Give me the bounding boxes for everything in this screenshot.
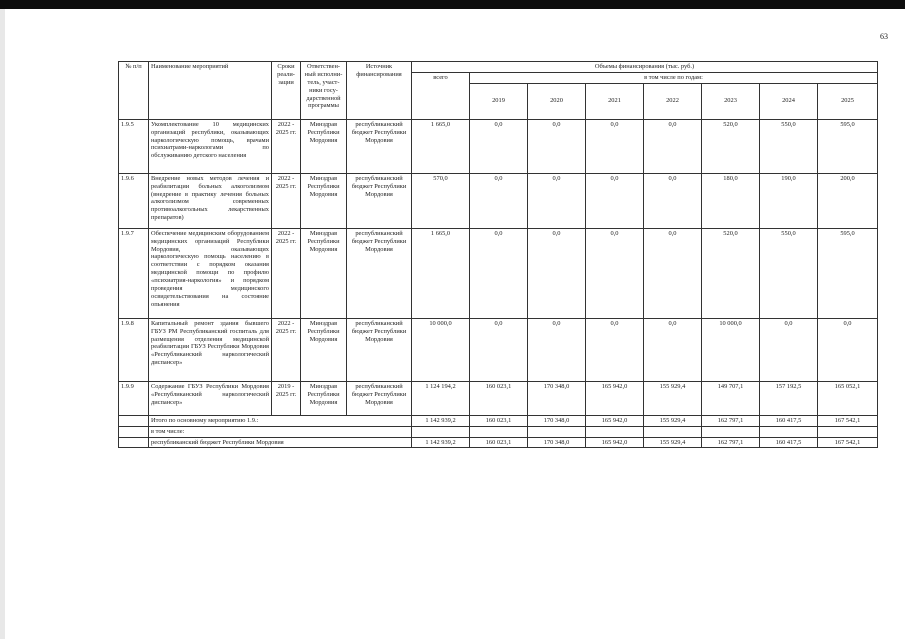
row-executor: Минздрав Республики Мордовия (301, 228, 347, 318)
row-year-value: 0,0 (470, 228, 528, 318)
budget-year-value: 162 797,1 (702, 437, 760, 448)
row-year-value: 0,0 (528, 228, 586, 318)
totals-total: 1 142 939,2 (412, 415, 470, 426)
budget-year-value: 170 348,0 (528, 437, 586, 448)
row-year-value: 149 707,1 (702, 381, 760, 415)
row-source: республиканский бюджет Республики Мордовия (347, 173, 412, 228)
page-number: 63 (880, 32, 888, 41)
row-year-value: 157 192,5 (760, 381, 818, 415)
header-year: 2023 (702, 83, 760, 119)
row-executor: Минздрав Республики Мордовия (301, 381, 347, 415)
row-source: республиканский бюджет Республики Мордовия (347, 119, 412, 173)
row-year-value: 550,0 (760, 119, 818, 173)
row-year-value: 0,0 (644, 119, 702, 173)
row-year-value: 0,0 (586, 119, 644, 173)
table-row (119, 119, 878, 173)
row-year-value: 180,0 (702, 173, 760, 228)
header-year: 2025 (818, 83, 878, 119)
row-year-value: 190,0 (760, 173, 818, 228)
totals-label: Итого по основному мероприятию 1.9.: (149, 415, 412, 426)
including-label: в том числе: (149, 426, 412, 437)
row-total: 570,0 (412, 173, 470, 228)
header-year: 2024 (760, 83, 818, 119)
header-row-1 (119, 62, 878, 73)
budget-year-value: 160 417,5 (760, 437, 818, 448)
row-terms: 2022 - 2025 гг. (272, 119, 301, 173)
budget-year-value: 160 023,1 (470, 437, 528, 448)
totals-year-value: 165 942,0 (586, 415, 644, 426)
row-year-value: 0,0 (528, 318, 586, 381)
row-year-value: 595,0 (818, 119, 878, 173)
row-terms: 2019 - 2025 гг. (272, 381, 301, 415)
row-total: 1 665,0 (412, 119, 470, 173)
row-year-value: 0,0 (818, 318, 878, 381)
row-year-value: 595,0 (818, 228, 878, 318)
scan-top-border (0, 0, 905, 9)
row-terms: 2022 - 2025 гг. (272, 173, 301, 228)
row-total: 10 000,0 (412, 318, 470, 381)
row-name: Укомплектование 10 медицинских организаций республики, оказывающих наркологическую помощь, врачами психиатрами-наркологами по обслуживанию детского населения (149, 119, 272, 173)
row-year-value: 0,0 (470, 318, 528, 381)
row-num: 1.9.8 (119, 318, 149, 381)
row-num: 1.9.5 (119, 119, 149, 173)
row-name: Внедрение новых методов лечения и реабилитации больных алкоголизмом (внедрение в практику лечения больных алкоголизмом современных противоалкогольных лекарственных препаратов) (149, 173, 272, 228)
header-terms: Сроки реали-зации (272, 62, 301, 120)
row-name: Капитальный ремонт здания бывшего ГБУЗ РМ Республиканский госпиталь для размещения отделения медицинской реабилитации ГБУЗ Республики Мордовия «Республиканский наркологический диспансер» (149, 318, 272, 381)
row-name: Содержание ГБУЗ Республики Мордовия «Республиканский наркологический диспансер» (149, 381, 272, 415)
table-row (119, 381, 878, 415)
row-num: 1.9.9 (119, 381, 149, 415)
totals-row (119, 415, 878, 426)
row-year-value: 170 348,0 (528, 381, 586, 415)
row-total: 1 124 194,2 (412, 381, 470, 415)
totals-year-value: 160 417,5 (760, 415, 818, 426)
header-num: № п/п (119, 62, 149, 120)
budget-label: республиканский бюджет Республики Мордовия (149, 437, 412, 448)
header-volumes: Объемы финансирования (тыс. руб.) (412, 62, 878, 73)
totals-year-value: 170 348,0 (528, 415, 586, 426)
header-total: всего (412, 72, 470, 119)
row-total: 1 665,0 (412, 228, 470, 318)
table-row (119, 228, 878, 318)
row-num: 1.9.6 (119, 173, 149, 228)
budget-year-value: 167 542,1 (818, 437, 878, 448)
row-year-value: 165 942,0 (586, 381, 644, 415)
row-executor: Минздрав Республики Мордовия (301, 318, 347, 381)
totals-year-value: 167 542,1 (818, 415, 878, 426)
row-year-value: 0,0 (586, 173, 644, 228)
budget-year-value: 165 942,0 (586, 437, 644, 448)
header-source: Источник финансирования (347, 62, 412, 120)
row-terms: 2022 - 2025 гг. (272, 318, 301, 381)
row-year-value: 0,0 (586, 228, 644, 318)
row-year-value: 10 000,0 (702, 318, 760, 381)
row-terms: 2022 - 2025 гг. (272, 228, 301, 318)
header-by-years: в том числе по годам: (470, 72, 878, 83)
row-source: республиканский бюджет Республики Мордовия (347, 381, 412, 415)
row-year-value: 155 929,4 (644, 381, 702, 415)
row-executor: Минздрав Республики Мордовия (301, 173, 347, 228)
header-year: 2022 (644, 83, 702, 119)
row-year-value: 0,0 (528, 119, 586, 173)
row-year-value: 0,0 (644, 173, 702, 228)
including-row (119, 426, 878, 437)
row-year-value: 200,0 (818, 173, 878, 228)
row-year-value: 165 052,1 (818, 381, 878, 415)
row-year-value: 0,0 (528, 173, 586, 228)
budget-total: 1 142 939,2 (412, 437, 470, 448)
financing-table (118, 61, 878, 448)
row-year-value: 0,0 (644, 228, 702, 318)
row-year-value: 520,0 (702, 228, 760, 318)
row-year-value: 520,0 (702, 119, 760, 173)
table-row (119, 318, 878, 381)
row-year-value: 0,0 (760, 318, 818, 381)
row-year-value: 160 023,1 (470, 381, 528, 415)
budget-year-value: 155 929,4 (644, 437, 702, 448)
row-name: Обеспечение медицинским оборудованием медицинских организаций Республики Мордовия, оказывающих наркологическую помощь населению в соответствии с порядком оказания медицинской помощи по профилю «психиатрия-наркология» и порядком проведения медицинского освидетельствования на состояние опьянения (149, 228, 272, 318)
row-num: 1.9.7 (119, 228, 149, 318)
totals-year-value: 162 797,1 (702, 415, 760, 426)
header-year: 2019 (470, 83, 528, 119)
row-year-value: 0,0 (470, 119, 528, 173)
row-source: республиканский бюджет Республики Мордовия (347, 318, 412, 381)
totals-year-value: 155 929,4 (644, 415, 702, 426)
budget-row (119, 437, 878, 448)
row-source: республиканский бюджет Республики Мордовия (347, 228, 412, 318)
row-year-value: 550,0 (760, 228, 818, 318)
header-name: Наименование мероприятий (149, 62, 272, 120)
scan-left-edge (0, 9, 5, 639)
header-year: 2020 (528, 83, 586, 119)
row-year-value: 0,0 (644, 318, 702, 381)
row-year-value: 0,0 (586, 318, 644, 381)
table-row (119, 173, 878, 228)
row-executor: Минздрав Республики Мордовия (301, 119, 347, 173)
header-executor: Ответствен-ный исполни-тель, участ-ники госу-дарственной программы (301, 62, 347, 120)
header-year: 2021 (586, 83, 644, 119)
row-year-value: 0,0 (470, 173, 528, 228)
totals-year-value: 160 023,1 (470, 415, 528, 426)
